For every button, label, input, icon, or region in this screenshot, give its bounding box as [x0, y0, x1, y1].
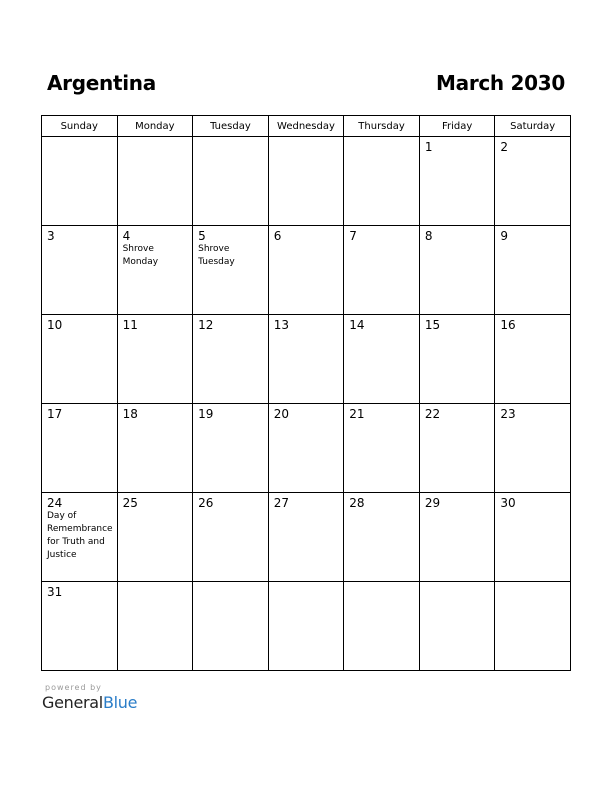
- day-cell: [42, 582, 118, 671]
- month-year-title: March 2030: [436, 71, 565, 95]
- day-number: 7: [349, 229, 357, 243]
- day-cell: [42, 315, 118, 404]
- day-number: 3: [47, 229, 55, 243]
- day-cell: [193, 493, 269, 582]
- day-cell: [268, 404, 344, 493]
- day-cell: [495, 315, 571, 404]
- day-number: 31: [47, 585, 63, 599]
- day-number: 27: [273, 496, 289, 510]
- day-number: 8: [424, 229, 433, 243]
- weekday-saturday: Saturday: [495, 116, 571, 137]
- empty-day-cell: [193, 582, 269, 671]
- week-row: [42, 137, 571, 226]
- empty-day-cell: [495, 582, 571, 671]
- day-number: 15: [424, 318, 441, 332]
- day-number: 19: [198, 407, 214, 421]
- day-number: 28: [349, 496, 365, 510]
- day-number: 29: [424, 496, 441, 510]
- day-number: 30: [500, 496, 516, 510]
- day-cell: [117, 404, 193, 493]
- day-cell: [419, 404, 495, 493]
- logo-text-general: General: [42, 693, 103, 712]
- day-cell: [268, 315, 344, 404]
- day-number: 25: [122, 496, 138, 510]
- day-cell: [193, 404, 269, 493]
- holiday-label: Shrove Monday: [122, 244, 159, 267]
- generalblue-logo[interactable]: [42, 693, 137, 712]
- day-number: 23: [500, 407, 516, 421]
- day-cell: [495, 404, 571, 493]
- day-number: 16: [500, 318, 516, 332]
- day-cell: [419, 493, 495, 582]
- empty-day-cell: [344, 137, 420, 226]
- day-cell: [344, 493, 420, 582]
- empty-day-cell: [419, 582, 495, 671]
- day-cell: [193, 226, 269, 315]
- day-cell: [117, 493, 193, 582]
- empty-day-cell: [117, 582, 193, 671]
- day-number: 1: [424, 140, 433, 154]
- day-cell: [419, 226, 495, 315]
- day-number: 10: [47, 318, 63, 332]
- day-number: 9: [500, 229, 509, 243]
- day-cell: [419, 315, 495, 404]
- day-number: 20: [273, 407, 289, 421]
- day-cell: [42, 226, 118, 315]
- day-cell: [419, 137, 495, 226]
- empty-day-cell: [117, 137, 193, 226]
- week-row: [42, 226, 571, 315]
- day-cell: [495, 137, 571, 226]
- day-cell: [42, 493, 118, 582]
- weekday-thursday: Thursday: [344, 116, 420, 137]
- day-number: 5: [198, 229, 206, 243]
- day-number: 17: [47, 407, 63, 421]
- weekday-sunday: Sunday: [42, 116, 118, 137]
- day-cell: [344, 226, 420, 315]
- holiday-label: Shrove Tuesday: [198, 244, 235, 267]
- day-number: 18: [122, 407, 138, 421]
- day-cell: [344, 315, 420, 404]
- day-number: 22: [424, 407, 441, 421]
- day-number: 4: [122, 229, 131, 243]
- empty-day-cell: [193, 137, 269, 226]
- week-row: [42, 493, 571, 582]
- day-cell: [495, 493, 571, 582]
- empty-day-cell: [344, 582, 420, 671]
- country-title: Argentina: [47, 71, 156, 95]
- day-number: 14: [349, 318, 365, 332]
- day-number: 12: [198, 318, 214, 332]
- day-cell: [268, 226, 344, 315]
- day-cell: [117, 226, 193, 315]
- powered-by-label: powered by: [45, 683, 102, 692]
- weekday-header-row: [42, 116, 571, 137]
- calendar-grid: [41, 115, 571, 671]
- day-number: 6: [273, 229, 282, 243]
- week-row: [42, 404, 571, 493]
- day-cell: [117, 315, 193, 404]
- day-number: 21: [349, 407, 365, 421]
- weekday-wednesday: Wednesday: [268, 116, 344, 137]
- empty-day-cell: [268, 582, 344, 671]
- empty-day-cell: [268, 137, 344, 226]
- weekday-monday: Monday: [117, 116, 193, 137]
- day-number: 2: [500, 140, 509, 154]
- day-number: 13: [273, 318, 289, 332]
- day-cell: [42, 404, 118, 493]
- day-number: 24: [47, 496, 63, 510]
- weekday-tuesday: Tuesday: [193, 116, 269, 137]
- logo-text-blue: Blue: [102, 693, 138, 712]
- day-cell: [344, 404, 420, 493]
- week-row: [42, 582, 571, 671]
- empty-day-cell: [42, 137, 118, 226]
- week-row: [42, 315, 571, 404]
- day-number: 26: [198, 496, 214, 510]
- day-cell: [193, 315, 269, 404]
- weekday-friday: Friday: [419, 116, 495, 137]
- day-cell: [268, 493, 344, 582]
- holiday-label: Day of Remembrance for Truth and Justice: [47, 511, 113, 560]
- day-cell: [495, 226, 571, 315]
- day-number: 11: [122, 318, 138, 332]
